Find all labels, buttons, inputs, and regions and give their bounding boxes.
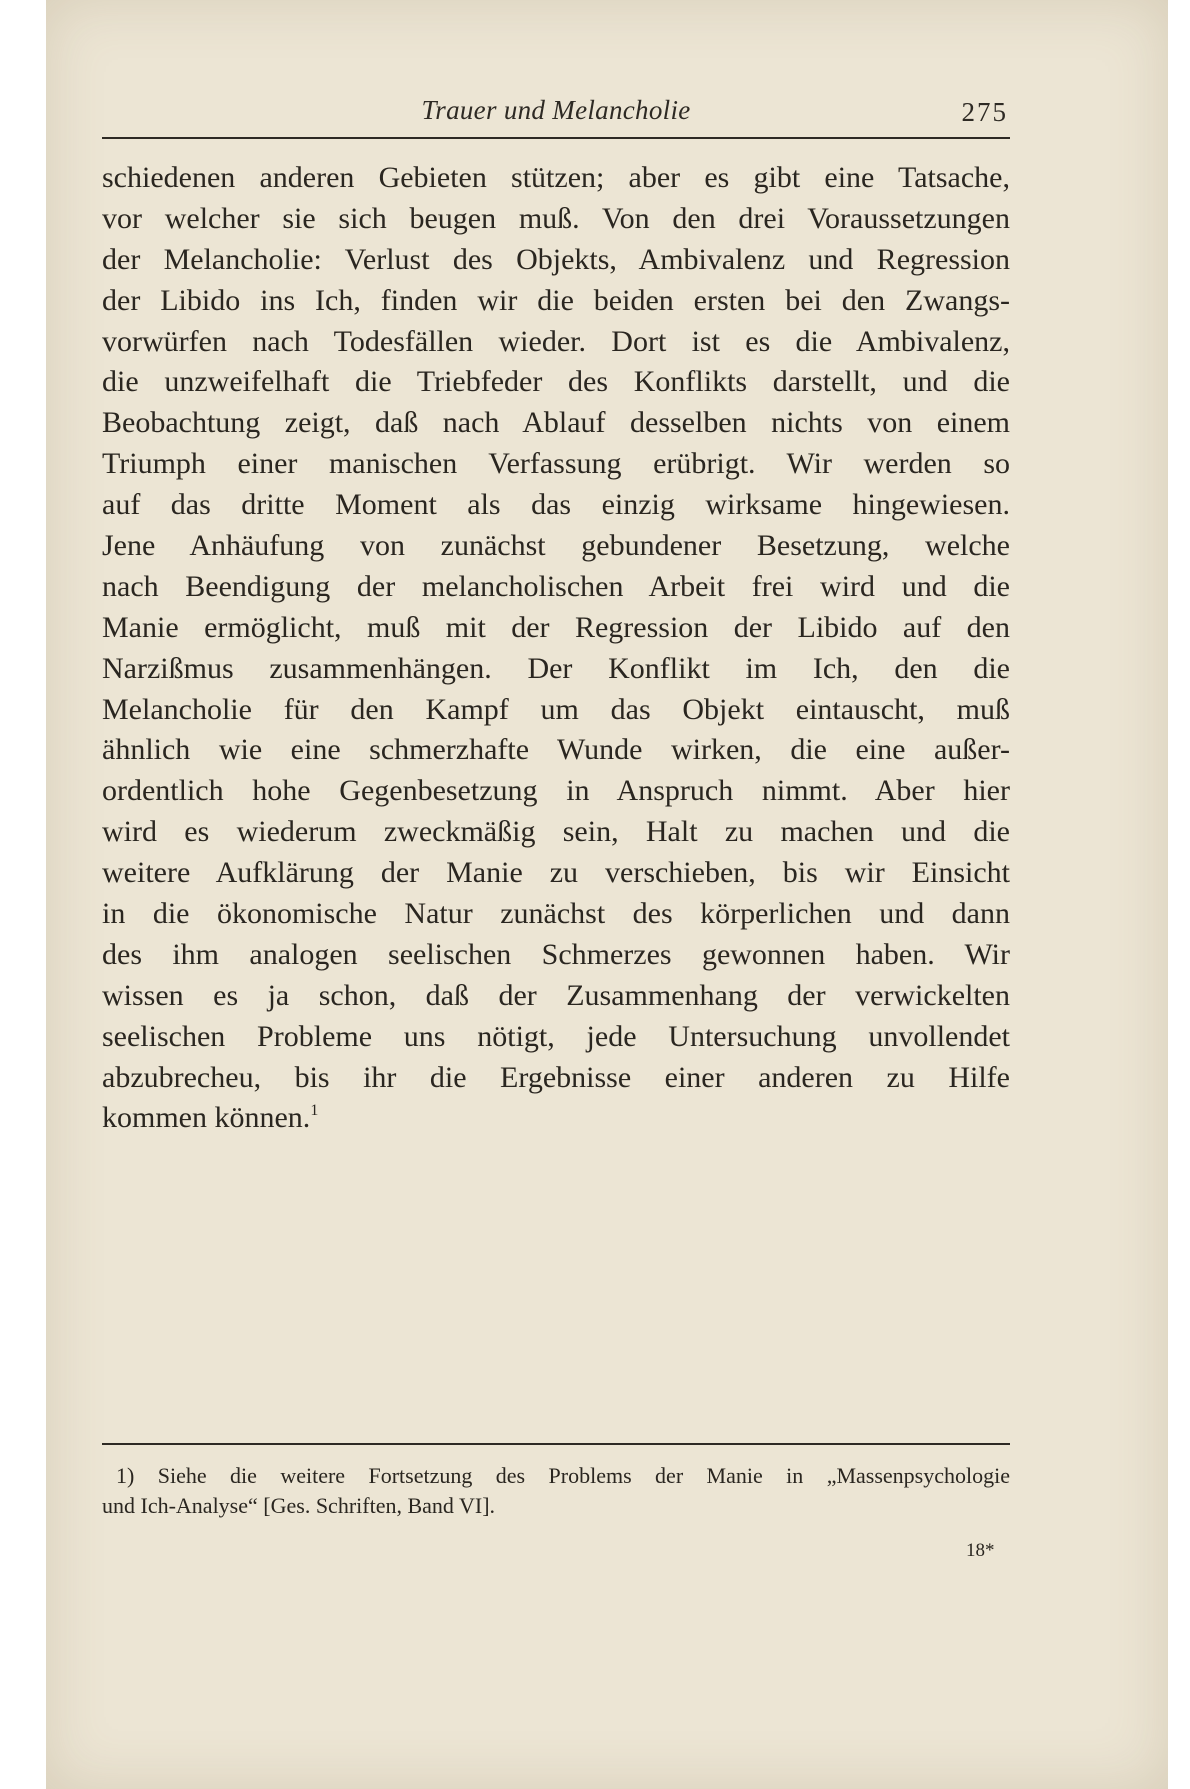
text-line: weitere Aufklärung der Manie zu verschieben, bis wir Einsicht — [102, 856, 1010, 890]
text-line: abzubrecheu, bis ihr die Ergebnisse einer anderen zu Hilfe — [102, 1060, 1010, 1094]
text-line: Manie ermöglicht, muß mit der Regression der Libido auf den — [102, 610, 1010, 644]
text-line: nach Beendigung der melancholischen Arbeit frei wird und die — [102, 569, 1010, 603]
text-line: vor welcher sie sich beugen muß. Von den drei Voraussetzungen — [102, 201, 1010, 235]
text-line: Jene Anhäufung von zunächst gebundener Besetzung, welche — [102, 529, 1010, 563]
page-number: 275 — [961, 97, 1008, 127]
text-line: die unzweifelhaft die Triebfeder des Konflikts darstellt, und die — [102, 365, 1010, 399]
footnote-line: 1) Siehe die weitere Fortsetzung des Problems der Manie in „Massenpsychologie — [116, 1463, 1010, 1488]
text-line: Triumph einer manischen Verfassung erübrigt. Wir werden so — [102, 447, 1010, 481]
text-line: wird es wiederum zweckmäßig sein, Halt zu machen und die — [102, 815, 1010, 849]
text-line: Narzißmus zusammenhängen. Der Konflikt im Ich, den die — [102, 651, 1010, 685]
text-line: seelischen Probleme uns nötigt, jede Untersuchung unvollendet — [102, 1019, 1010, 1053]
body-text — [102, 158, 1010, 1139]
footnote-line: und Ich-Analyse“ [Ges. Schriften, Band VI]. — [102, 1493, 496, 1518]
footnote — [102, 1461, 1010, 1521]
text-line: wissen es ja schon, daß der Zusammenhang der verwickelten — [102, 978, 1010, 1012]
text-line: ähnlich wie eine schmerzhafte Wunde wirken, die eine außer- — [102, 733, 1010, 767]
footnote-reference[interactable]: 1 — [310, 1102, 319, 1120]
page-header — [102, 95, 1010, 139]
printer-signature-mark: 18* — [966, 1540, 995, 1561]
text-line: Beobachtung zeigt, daß nach Ablauf desselben nichts von einem — [102, 406, 1010, 440]
last-line-text: kommen können. — [102, 1101, 311, 1135]
text-line: Melancholie für den Kampf um das Objekt eintauscht, muß — [102, 692, 1010, 726]
text-line: in die ökonomische Natur zunächst des körperlichen und dann — [102, 897, 1010, 931]
book-page — [46, 0, 1168, 1789]
running-head: Trauer und Melancholie — [421, 95, 691, 125]
footnote-divider — [102, 1443, 1010, 1445]
text-line: ordentlich hohe Gegenbesetzung in Anspruch nimmt. Aber hier — [102, 774, 1010, 808]
text-line: vorwürfen nach Todesfällen wieder. Dort ist es die Ambivalenz, — [102, 324, 1010, 358]
text-line: der Melancholie: Verlust des Objekts, Ambivalenz und Regression — [102, 242, 1010, 276]
text-line: schiedenen anderen Gebieten stützen; aber es gibt eine Tatsache, — [102, 161, 1010, 194]
text-line: der Libido ins Ich, finden wir die beiden ersten bei den Zwangs- — [102, 283, 1010, 317]
text-line: des ihm analogen seelischen Schmerzes gewonnen haben. Wir — [102, 937, 1010, 971]
text-line: auf das dritte Moment als das einzig wirksame hingewiesen. — [102, 488, 1010, 522]
text-line-last — [102, 1098, 1010, 1139]
